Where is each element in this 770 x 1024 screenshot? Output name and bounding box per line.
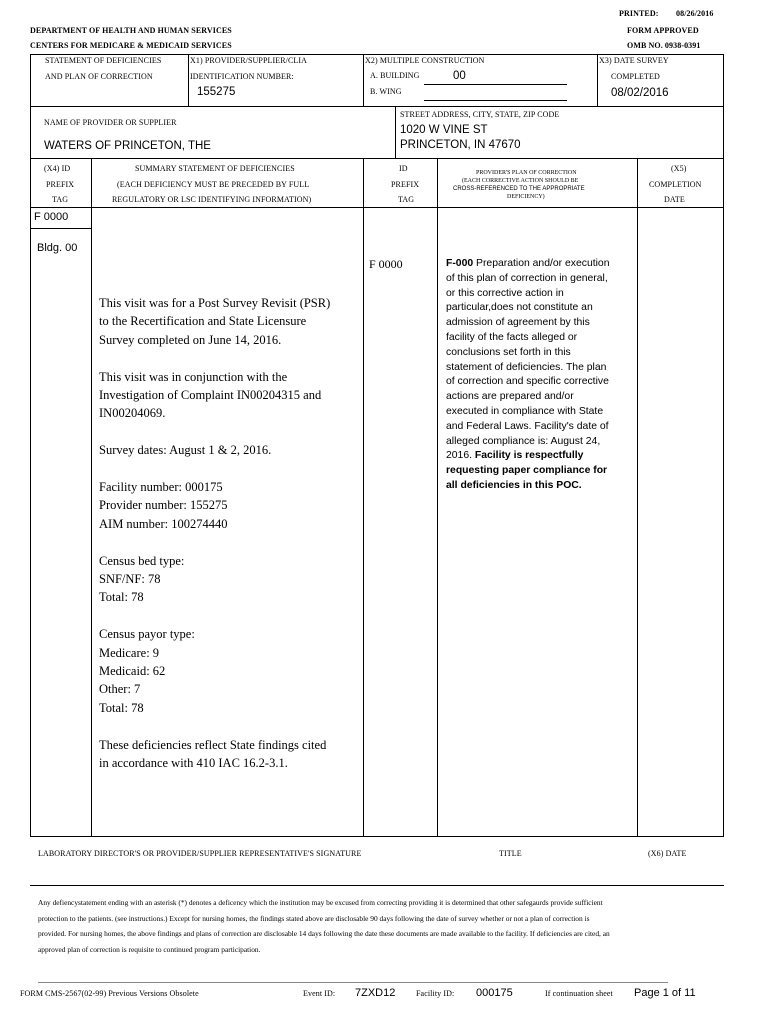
- top-border: [30, 54, 724, 55]
- statement-label-1: STATEMENT OF DEFICIENCIES: [45, 56, 162, 65]
- plan-header-4: DEFICIENCY): [507, 194, 545, 200]
- building-underline: [424, 84, 567, 85]
- wing-underline: [424, 100, 567, 101]
- divider-x2: [363, 54, 364, 107]
- table-left-border: [30, 159, 31, 837]
- tag-right: F 0000: [369, 257, 403, 271]
- x5-header-3: DATE: [664, 195, 685, 204]
- divider-x1: [188, 54, 189, 107]
- id-header-2: PREFIX: [391, 180, 420, 189]
- poc-bold-suffix: Facility is respectfully requesting paper compliance for all deficiencies in this POC.: [446, 450, 608, 491]
- id-header-3: TAG: [398, 195, 415, 204]
- summary-header-3: REGULATORY OR LSC IDENTIFYING INFORMATION): [112, 195, 312, 204]
- table-header-bottom: [30, 207, 724, 208]
- table-divider-2: [363, 159, 364, 837]
- plan-header-2: (EACH CORRECTIVE ACTION SHOULD BE: [462, 178, 579, 184]
- page-number: Page 1 of 11: [634, 987, 696, 999]
- title-label: TITLE: [499, 849, 522, 858]
- x2-label: X2) MULTIPLE CONSTRUCTION: [365, 56, 485, 65]
- x2-building-value: 00: [453, 70, 466, 82]
- event-id-value: 7ZXD12: [355, 987, 396, 999]
- continuation-label: If continuation sheet: [545, 989, 613, 998]
- table-bottom: [30, 836, 724, 837]
- divider-address: [395, 107, 396, 159]
- address-line-2: PRINCETON, IN 47670: [400, 139, 521, 151]
- table-divider-4: [637, 159, 638, 837]
- summary-header-1: SUMMARY STATEMENT OF DEFICIENCIES: [135, 164, 295, 173]
- disclaimer: Any defiencystatement ending with an asterisk (*) denotes a deficency which the institution may be excused from correcting providing it is determined that other safegaurds provide sufficient protection to the patients. (see instructions.) Except for nursing homes, the findings stated above are disclosable 90 days following the date of survey whether or not a plan of correction is provided. For nursing homes, the above findings and plans of correction are disclosable 14 days following the date these documents are made available to the facility. If deficiencies are cited, an approved plan of correction is requisite to continued program participation.: [38, 898, 610, 954]
- provider-id-value: 155275: [197, 86, 236, 98]
- provider-name-label: NAME OF PROVIDER OR SUPPLIER: [44, 118, 177, 127]
- left-border-top: [30, 54, 31, 107]
- summary-header-2: (EACH DEFICIENCY MUST BE PRECEDED BY FULL: [117, 180, 310, 189]
- right-border-top: [723, 54, 724, 107]
- event-id-label: Event ID:: [303, 989, 336, 998]
- facility-id-value: 000175: [476, 987, 513, 999]
- x3-label-1: X3) DATE SURVEY: [599, 56, 669, 65]
- summary-paragraph: Census bed type: SNF/NF: 78 Total: 78: [99, 553, 185, 605]
- x1-label-2: IDENTIFICATION NUMBER:: [190, 72, 294, 81]
- printed-label: PRINTED:: [619, 9, 659, 18]
- id-header-1: ID: [399, 164, 408, 173]
- poc-body: Preparation and/or execution of this plan of correction in general, or this corrective action in particular,does not constitute an admission of agreement by this facility of the facts alleged or conclusions set forth in this statement of deficiencies. The plan of correction and specific corrective actions are prepared and/or executed in compliance with State and Federal Laws. Facility's date of alleged compliance is: August 24, 2016.: [446, 258, 610, 462]
- x5-header-2: COMPLETION: [649, 180, 702, 189]
- facility-id-label: Facility ID:: [416, 989, 455, 998]
- printed-date: 08/26/2016: [676, 9, 714, 18]
- x4-header-2: PREFIX: [46, 180, 75, 189]
- x3-label-2: COMPLETED: [611, 72, 660, 81]
- table-divider-3: [437, 159, 438, 837]
- building-tag: Bldg. 00: [37, 242, 78, 254]
- table-divider-1: [91, 159, 92, 837]
- form-approved: FORM APPROVED: [627, 26, 699, 35]
- summary-paragraph: Facility number: 000175 Provider number: 155275 AIM number: 100274440: [99, 480, 228, 531]
- address-label: STREET ADDRESS, CITY, STATE, ZIP CODE: [400, 110, 560, 119]
- signature-bottom-line: [30, 885, 724, 886]
- survey-date-value: 08/02/2016: [611, 87, 669, 99]
- summary-paragraph: These deficiencies reflect State findings cited in accordance with 410 IAC 16.2-3.1.: [99, 737, 327, 771]
- tag-left-underline: [30, 228, 91, 229]
- x2-wing-label: B. WING: [370, 87, 402, 96]
- top-box-bottom: [30, 106, 724, 107]
- x4-header-3: TAG: [52, 195, 69, 204]
- left-border-provider: [30, 107, 31, 159]
- signature-label: LABORATORY DIRECTOR'S OR PROVIDER/SUPPLIER REPRESENTATIVE'S SIGNATURE: [38, 849, 362, 858]
- x1-label-1: X1) PROVIDER/SUPPLIER/CLIA: [190, 56, 308, 65]
- provider-row-bottom: [30, 158, 724, 159]
- statement-label-2: AND PLAN OF CORRECTION: [45, 72, 153, 81]
- department-name: DEPARTMENT OF HEALTH AND HUMAN SERVICES: [30, 26, 232, 35]
- x6-date-label: (X6) DATE: [648, 849, 687, 858]
- omb-number: OMB NO. 0938-0391: [627, 41, 701, 50]
- x4-header-1: (X4) ID: [44, 164, 71, 173]
- footer-rule: [38, 982, 668, 983]
- provider-name-value: WATERS OF PRINCETON, THE: [44, 140, 211, 152]
- summary-paragraph: This visit was for a Post Survey Revisit (PSR) to the Recertification and State Licensure Survey completed on June 14, 2016.: [99, 296, 331, 347]
- plan-header-1: PROVIDER'S PLAN OF CORRECTION: [476, 170, 577, 176]
- summary-paragraph: Census payor type: Medicare: 9 Medicaid: 62 Other: 7 Total: 78: [99, 627, 195, 715]
- x2-building-label: A. BUILDING: [370, 71, 420, 80]
- divider-x3: [597, 54, 598, 107]
- summary-paragraph: Survey dates: August 1 & 2, 2016.: [99, 443, 272, 458]
- right-border-provider: [723, 107, 724, 159]
- table-right-border: [723, 159, 724, 837]
- form-id: FORM CMS-2567(02-99) Previous Versions Obsolete: [20, 989, 199, 998]
- x5-header-1: (X5): [671, 164, 687, 173]
- summary-paragraph: This visit was in conjunction with the Investigation of Complaint IN00204315 and IN00204069.: [99, 369, 322, 421]
- centers-name: CENTERS FOR MEDICARE & MEDICAID SERVICES: [30, 41, 232, 50]
- tag-left: F 0000: [34, 211, 69, 223]
- poc-prefix: F-000: [446, 258, 474, 269]
- plan-header-3: CROSS-REFERENCED TO THE APPROPRIATE: [453, 186, 585, 192]
- deficiency-summary: [99, 294, 339, 772]
- plan-of-correction: [446, 257, 612, 494]
- address-line-1: 1020 W VINE ST: [400, 124, 488, 136]
